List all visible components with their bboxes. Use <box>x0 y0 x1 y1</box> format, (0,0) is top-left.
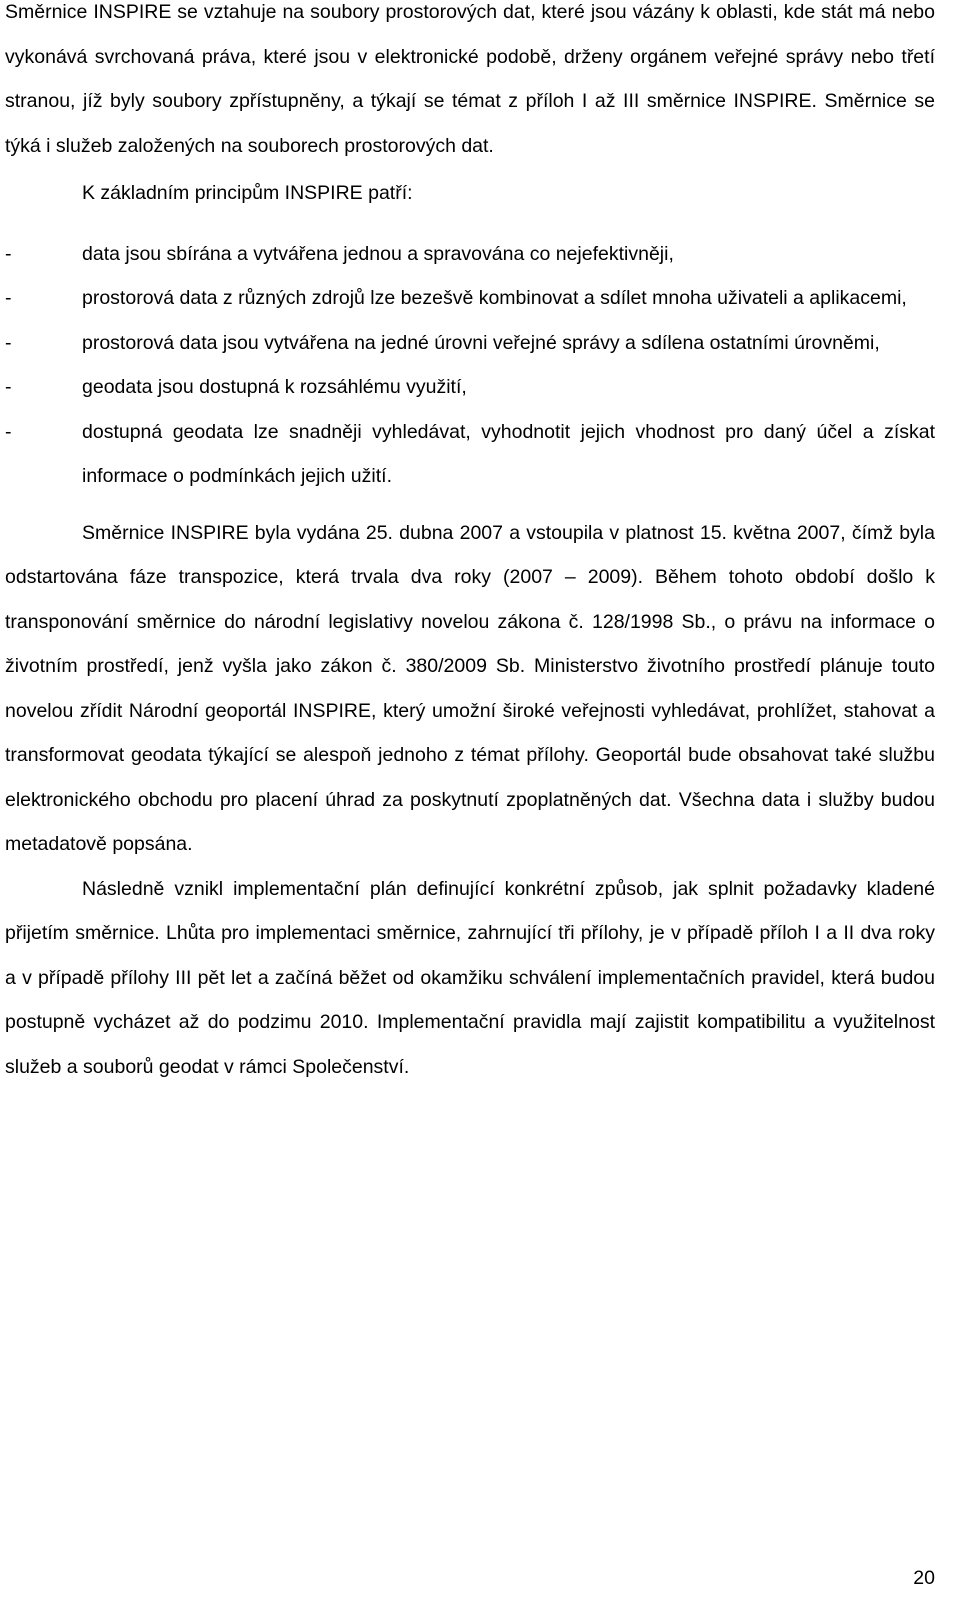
bullet-dash: - <box>5 287 12 309</box>
directive-paragraph: Směrnice INSPIRE byla vydána 25. dubna 2007 a vstoupila v platnost 15. května 2007, čímž byla odstartována fáze transpozice, která trvala dva roky (2007 – 2009). Během tohoto období došlo k transponování směrnice do národní legislativy novelou zákona č. 128/1998 Sb., o právu na informace o životním prostředí, jenž vyšla jako zákon č. 380/2009 Sb. Ministerstvo životního prostředí plánuje touto novelou zřídit Národní geoportál INSPIRE, který umožní široké veřejnosti vyhledávat, prohlížet, stahovat a transformovat geodata týkající se alespoň jednoho z témat přílohy. Geoportál bude obsahovat také službu elektronického obchodu pro placení úhrad za poskytnutí zpoplatněných dat. Všechna data i služby budou metadatově popsána. <box>5 521 935 855</box>
bullet-dash: - <box>5 376 12 398</box>
list-item-text: prostorová data z různých zdrojů lze bezešvě kombinovat a sdílet mnoha uživateli a aplikacemi, <box>82 287 907 309</box>
list-item <box>5 276 935 321</box>
principles-list <box>5 232 935 499</box>
bullet-dash: - <box>5 242 12 265</box>
list-item-text: data jsou sbírána a vytvářena jednou a spravována co nejefektivněji, <box>82 242 674 265</box>
bullet-dash: - <box>5 420 12 443</box>
list-item <box>5 365 935 410</box>
list-item-text: prostorová data jsou vytvářena na jedné úrovni veřejné správy a sdílena ostatními úrovněmi, <box>82 331 880 354</box>
bullet-dash: - <box>5 331 12 354</box>
list-spacer <box>5 499 935 511</box>
list-item-text: dostupná geodata lze snadněji vyhledávat, vyhodnotit jejich vhodnost pro daný účel a získat informace o podmínkách jejich užití. <box>82 420 935 487</box>
intro-paragraph: Směrnice INSPIRE se vztahuje na soubory prostorových dat, které jsou vázány k oblasti, kde stát má nebo vykonává svrchovaná práva, které jsou v elektronické podobě, drženy orgánem veřejné správy nebo třetí stranou, jíž byly soubory zpřístupněny, a týkají se témat z příloh I až III směrnice INSPIRE. Směrnice se týká i služeb založených na souborech prostorových dat. <box>5 1 935 157</box>
list-item <box>5 232 935 277</box>
implementation-paragraph: Následně vznikl implementační plán definující konkrétní způsob, jak splnit požadavky kladené přijetím směrnice. Lhůta pro implementaci směrnice, zahrnující tři přílohy, je v případě příloh I a II dva roky a v případě přílohy III pět let a začíná běžet od okamžiku schválení implementačních pravidel, která budou postupně vycházet až do podzimu 2010. Implementační pravidla mají zajistit kompatibilitu a využitelnost služeb a souborů geodat v rámci Společenství. <box>5 877 935 1078</box>
list-item <box>5 410 935 499</box>
principles-lead: K základním principům INSPIRE patří: <box>82 182 413 204</box>
list-item-text: geodata jsou dostupná k rozsáhlému využití, <box>82 376 467 398</box>
page-number: 20 <box>913 1566 935 1589</box>
list-item <box>5 321 935 366</box>
